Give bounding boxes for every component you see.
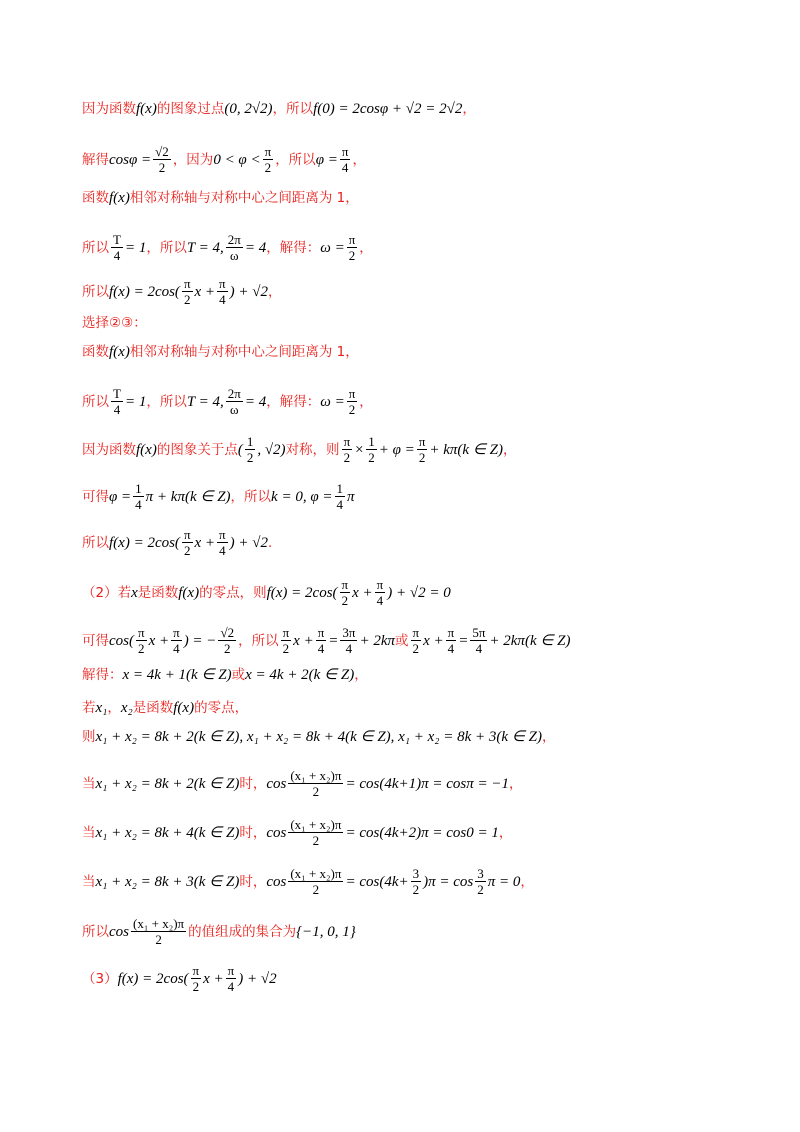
numerator: π — [348, 232, 356, 247]
fraction — [226, 232, 243, 263]
text: ，所以 — [230, 488, 272, 505]
numerator: π — [192, 963, 200, 978]
denominator: 4 — [219, 543, 226, 558]
fraction — [417, 434, 428, 465]
math: = cos(4k+ — [345, 873, 409, 890]
math: + kπ(k ∈ Z) — [429, 441, 503, 458]
line-13 — [82, 665, 760, 685]
math: ) + √2 — [238, 970, 277, 987]
fraction — [191, 963, 202, 994]
fraction — [182, 276, 193, 307]
text: ，所以 — [146, 239, 187, 256]
line-17 — [82, 817, 760, 848]
math: f(x) = 2cos( — [117, 970, 189, 987]
fraction — [245, 434, 256, 465]
numerator: T — [113, 232, 121, 247]
math: f(x) = 2cos( — [266, 584, 338, 601]
line-2 — [82, 188, 760, 208]
denominator: 2 — [312, 784, 320, 799]
math: k = 0, φ = — [271, 488, 333, 505]
math: x₁ + x₂ = 8k + 2(k ∈ Z) — [95, 775, 240, 792]
fraction — [281, 625, 292, 656]
text: ，所以 — [238, 632, 279, 649]
numerator: π — [341, 577, 349, 592]
denominator: 4 — [345, 641, 353, 656]
text: 的值组成的集合为 — [188, 923, 297, 940]
text: ，所以 — [275, 151, 316, 168]
numerator: √2 — [220, 625, 235, 640]
math: f(x) — [136, 441, 157, 458]
math: x₁ + x₂ = 8k + 2(k ∈ Z), x₁ + x₂ = 8k + 4(k ∈ Z), x₁ + x₂ = 8k + 3(k ∈ Z) — [95, 729, 542, 745]
numerator: π — [227, 963, 235, 978]
math: x₁ — [95, 700, 108, 716]
line-19 — [82, 916, 760, 947]
numerator: π — [183, 527, 191, 542]
line-16 — [82, 768, 760, 799]
denominator: 2 — [368, 450, 375, 465]
text: 对称，则 — [285, 441, 340, 458]
math: = 4 — [244, 239, 267, 256]
fraction — [347, 386, 358, 417]
text: ， — [503, 441, 517, 458]
denominator: 4 — [113, 402, 121, 417]
math: f(0) = 2cosφ + √2 = 2√2 — [313, 101, 463, 117]
numerator: π — [282, 625, 290, 640]
denominator: 4 — [219, 292, 226, 307]
fraction — [340, 144, 351, 175]
fraction — [153, 144, 171, 175]
fraction — [446, 625, 457, 656]
fraction — [288, 817, 343, 848]
numerator: √2 — [155, 144, 169, 159]
numerator: π — [447, 625, 455, 640]
text: 则 — [82, 729, 96, 745]
math: ω = — [320, 393, 345, 410]
math: cos — [266, 775, 287, 792]
text: 时， — [239, 775, 267, 792]
math: x = 4k + 1(k ∈ Z) — [122, 667, 232, 683]
math: + φ = — [378, 441, 415, 458]
math: (0, 2√2) — [224, 101, 273, 117]
fraction — [342, 434, 353, 465]
math: T = 4, — [186, 393, 224, 410]
text: ， — [267, 283, 282, 300]
text: ， — [520, 873, 534, 890]
fraction — [217, 527, 228, 558]
math: = 4 — [244, 393, 267, 410]
text: ， — [354, 667, 368, 683]
numerator: (x₁ + x₂)π — [290, 817, 342, 832]
fraction — [366, 434, 377, 465]
math: + 2kπ — [359, 632, 396, 649]
denominator: 4 — [447, 641, 455, 656]
numerator: π — [317, 625, 325, 640]
text: 的零点，则 — [199, 584, 267, 601]
fraction — [133, 481, 144, 512]
math: f(x) — [173, 700, 195, 716]
denominator: 2 — [418, 450, 426, 465]
denominator: 4 — [113, 248, 121, 263]
line-20 — [82, 963, 760, 994]
fraction — [340, 577, 351, 608]
math: f(x) = 2cos( — [109, 283, 180, 300]
denominator: 2 — [138, 641, 145, 656]
text: 若 — [82, 700, 96, 716]
line-18 — [82, 866, 760, 897]
denominator: 2 — [282, 641, 290, 656]
fraction — [475, 866, 486, 897]
math: π + kπ(k ∈ Z) — [145, 488, 231, 505]
text: 时， — [239, 873, 267, 890]
math: π = 0 — [487, 873, 521, 890]
fraction — [226, 386, 243, 417]
numerator: π — [173, 625, 180, 640]
line-10 — [82, 527, 760, 558]
text: 的图象过点 — [156, 101, 225, 117]
math: x₂ — [120, 700, 133, 716]
fraction — [375, 577, 386, 608]
denominator: ω — [230, 402, 239, 417]
math: = — [328, 632, 339, 649]
math: ( — [237, 441, 243, 458]
fraction — [263, 144, 274, 175]
text: 解得 — [82, 151, 109, 168]
numerator: 3 — [412, 866, 420, 881]
numerator: (x₁ + x₂)π — [133, 916, 185, 931]
math: x + — [423, 632, 444, 649]
numerator: 1 — [246, 434, 254, 449]
text: ，解得： — [266, 393, 321, 410]
denominator: 2 — [183, 292, 191, 307]
math: x — [131, 584, 138, 601]
text: 相邻对称轴与对称中心之间距离为 1， — [129, 344, 359, 360]
math: cos — [266, 873, 287, 890]
math: cosφ = — [109, 151, 152, 168]
denominator: ω — [230, 248, 239, 263]
text: ， — [359, 239, 373, 256]
math: = cos(4k+2)π = cos0 = 1 — [345, 824, 499, 841]
math: x + — [203, 970, 224, 987]
numerator: π — [138, 625, 145, 640]
text: ，解得： — [266, 239, 321, 256]
line-12 — [82, 625, 760, 656]
math: = 1 — [124, 393, 147, 410]
math: f(x) — [109, 344, 130, 360]
fraction — [131, 916, 186, 947]
fraction — [288, 866, 343, 897]
text: ， — [107, 700, 121, 716]
math: x₁ + x₂ = 8k + 4(k ∈ Z) — [95, 824, 240, 841]
math: f(x) = 2cos( — [109, 534, 180, 551]
text: 或 — [395, 632, 409, 649]
denominator: 2 — [264, 160, 272, 175]
numerator: (x₁ + x₂)π — [290, 768, 342, 783]
fraction — [347, 232, 358, 263]
math: T = 4, — [186, 239, 224, 256]
denominator: 4 — [341, 160, 349, 175]
math: ) = − — [183, 632, 217, 649]
fraction — [470, 625, 487, 656]
text: 所以 — [82, 283, 109, 300]
numerator: π — [183, 276, 191, 291]
denominator: 2 — [312, 882, 320, 897]
math: = 1 — [124, 239, 147, 256]
text: 函数 — [82, 344, 109, 360]
text: 当 — [82, 824, 96, 841]
text: 当 — [82, 873, 96, 890]
denominator: 2 — [343, 450, 351, 465]
text: 可得 — [82, 488, 109, 505]
denominator: 2 — [183, 543, 191, 558]
fraction — [226, 963, 237, 994]
fraction — [340, 625, 357, 656]
numerator: 2π — [227, 386, 241, 401]
line-3 — [82, 232, 760, 263]
math: {−1, 0, 1} — [296, 923, 356, 940]
numerator: π — [418, 434, 426, 449]
math: x = 4k + 2(k ∈ Z) — [245, 667, 355, 683]
fraction — [335, 481, 346, 512]
line-11 — [82, 577, 760, 608]
text: 解得： — [82, 667, 123, 683]
math: π — [347, 488, 355, 505]
line-6 — [82, 342, 760, 362]
denominator: 4 — [336, 497, 343, 512]
text: 所以 — [82, 534, 109, 551]
numerator: π — [348, 386, 356, 401]
math: x + — [352, 584, 373, 601]
numerator: π — [219, 527, 226, 542]
numerator: 3π — [342, 625, 356, 640]
fraction — [316, 625, 327, 656]
denominator: 4 — [475, 641, 483, 656]
fraction — [111, 386, 123, 417]
math: )π = cos — [423, 873, 474, 890]
text: 可得 — [82, 632, 109, 649]
math: f(x) — [109, 190, 130, 206]
line-1 — [82, 144, 760, 175]
section-heading: 选择②③： — [82, 315, 147, 331]
denominator: 2 — [412, 882, 420, 897]
text: 函数 — [82, 190, 109, 206]
math: 0 < φ < — [213, 151, 261, 168]
math: ω = — [320, 239, 345, 256]
math: x + — [194, 534, 216, 551]
math: f(x) — [178, 584, 200, 601]
denominator: 2 — [246, 450, 254, 465]
text: 是函数 — [137, 584, 179, 601]
math: ) + √2 — [229, 534, 268, 551]
denominator: 2 — [158, 160, 166, 175]
text: 当 — [82, 775, 96, 792]
math: ) + √2 = 0 — [387, 584, 451, 601]
math: x₁ + x₂ = 8k + 3(k ∈ Z) — [95, 873, 240, 890]
denominator: 2 — [341, 593, 349, 608]
denominator: 4 — [173, 641, 180, 656]
text: 的零点， — [194, 700, 249, 716]
fraction — [411, 866, 422, 897]
numerator: π — [341, 144, 349, 159]
text: 是函数 — [132, 700, 174, 716]
numerator: π — [343, 434, 351, 449]
numerator: π — [412, 625, 420, 640]
fraction — [218, 625, 236, 656]
text: 因为函数 — [82, 101, 136, 117]
fraction — [182, 527, 193, 558]
text: ，因为 — [172, 151, 214, 168]
text: 时， — [239, 824, 267, 841]
text: ，所以 — [146, 393, 187, 410]
fraction — [217, 276, 228, 307]
math: cos( — [109, 632, 134, 649]
text: ， — [359, 393, 373, 410]
fraction — [136, 625, 147, 656]
numerator: 2π — [227, 232, 241, 247]
text: （2）若 — [82, 584, 132, 601]
text: 所以 — [82, 923, 109, 940]
denominator: 2 — [348, 402, 356, 417]
denominator: 4 — [135, 497, 142, 512]
math: + 2kπ(k ∈ Z) — [489, 632, 571, 649]
text: . — [267, 534, 273, 551]
denominator: 2 — [224, 641, 231, 656]
text: 所以 — [82, 239, 109, 256]
line-7 — [82, 386, 760, 417]
denominator: 2 — [192, 979, 200, 994]
text: 因为函数 — [82, 441, 136, 458]
math: × — [354, 441, 365, 458]
denominator: 2 — [348, 248, 356, 263]
line-5 — [82, 313, 760, 333]
numerator: 1 — [336, 481, 343, 496]
text: ， — [508, 775, 523, 792]
text: ， — [462, 101, 476, 117]
numerator: 3 — [477, 866, 484, 881]
line-14 — [82, 698, 760, 718]
math: = — [458, 632, 469, 649]
numerator: π — [264, 144, 272, 159]
text: 的图象关于点 — [156, 441, 238, 458]
text: （3） — [82, 970, 118, 987]
numerator: 5π — [472, 625, 486, 640]
fraction — [171, 625, 182, 656]
denominator: 2 — [412, 641, 420, 656]
line-4 — [82, 276, 760, 307]
math: cos — [266, 824, 287, 841]
numerator: (x₁ + x₂)π — [290, 866, 342, 881]
math: x + — [293, 632, 314, 649]
numerator: π — [219, 276, 226, 291]
math: , √2) — [257, 441, 286, 458]
text: ，所以 — [272, 101, 314, 117]
text: 或 — [231, 667, 246, 683]
line-15 — [82, 727, 760, 747]
math: φ = — [315, 151, 338, 168]
math: x + — [194, 283, 216, 300]
math: cos — [109, 923, 129, 940]
fraction — [288, 768, 343, 799]
line-9 — [82, 481, 760, 512]
denominator: 2 — [477, 882, 484, 897]
text: 相邻对称轴与对称中心之间距离为 1， — [129, 190, 359, 206]
numerator: T — [113, 386, 121, 401]
denominator: 4 — [376, 593, 384, 608]
text: ， — [352, 151, 366, 168]
math: ) + √2 — [229, 283, 268, 300]
math: f(x) — [136, 101, 157, 117]
numerator: 1 — [135, 481, 142, 496]
denominator: 4 — [317, 641, 325, 656]
text: ， — [498, 824, 513, 841]
denominator: 4 — [227, 979, 235, 994]
fraction — [111, 232, 123, 263]
math: = cos(4k+1)π = cosπ = −1 — [345, 775, 509, 792]
text: ， — [541, 729, 556, 745]
numerator: π — [376, 577, 384, 592]
math: φ = — [109, 488, 132, 505]
denominator: 2 — [155, 932, 162, 947]
line-0 — [82, 99, 760, 119]
line-8 — [82, 434, 760, 465]
text: 所以 — [82, 393, 109, 410]
numerator: 1 — [368, 434, 375, 449]
fraction — [411, 625, 422, 656]
math: x + — [148, 632, 170, 649]
denominator: 2 — [312, 833, 320, 848]
